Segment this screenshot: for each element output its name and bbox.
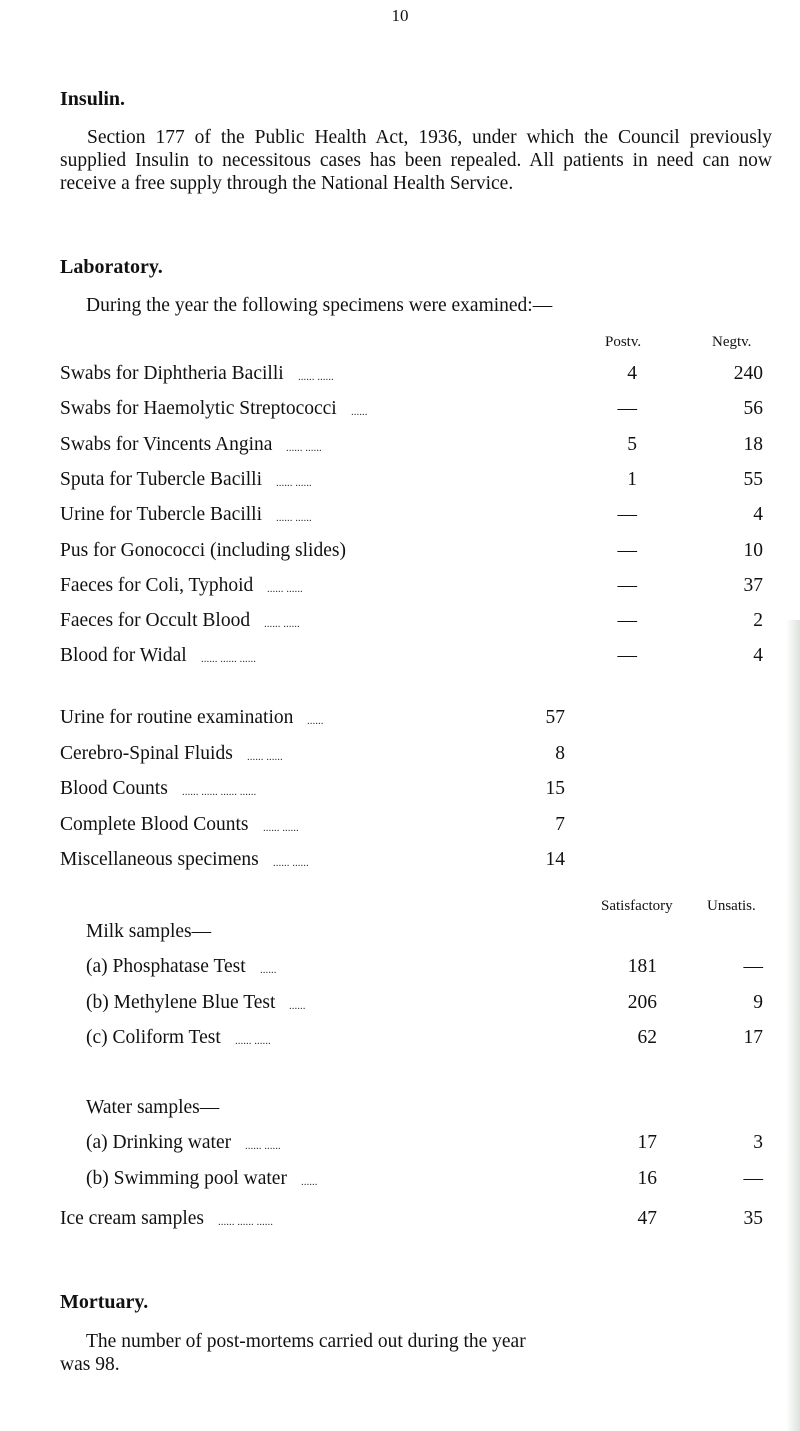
column-header-postv: Postv. [605, 334, 642, 350]
leader-dots: ...... [289, 999, 306, 1012]
ice-cream-row-unsat: 35 [743, 1208, 763, 1229]
leader-dots: ...... ...... [245, 1140, 281, 1152]
column-header-unsatis: Unsatis. [707, 898, 756, 914]
specimen-row-postv: — [617, 539, 637, 561]
specimen-row [60, 363, 780, 387]
insulin-heading: Insulin. [60, 88, 126, 110]
leader-dots: ...... ...... [235, 1035, 271, 1047]
milk-row [86, 1027, 780, 1051]
milk-row-unsat: 17 [743, 1027, 763, 1048]
leader-dots: ...... ...... ...... [218, 1216, 273, 1228]
specimen-row-label: Faeces for Coli, Typhoid [60, 574, 254, 596]
mortuary-heading: Mortuary. [60, 1291, 149, 1313]
routine-row [60, 814, 780, 838]
specimen-row-postv: — [617, 398, 637, 420]
leader-dots: ...... [301, 1175, 318, 1188]
leader-dots: ...... ...... [247, 750, 283, 763]
milk-row-unsat: — [743, 956, 763, 977]
routine-row [60, 849, 780, 873]
page-edge-shadow [786, 620, 800, 1431]
leader-dots: ...... ...... [276, 476, 312, 489]
specimen-row-negtv: 10 [743, 539, 763, 561]
ice-cream-row [60, 1208, 780, 1232]
milk-row-sat: 206 [627, 991, 657, 1013]
leader-dots: ...... ...... ...... ...... [182, 786, 257, 798]
specimen-row-negtv: 2 [753, 610, 763, 632]
leader-dots: ...... ...... [263, 821, 299, 834]
specimen-row-negtv: 18 [743, 433, 763, 455]
specimen-row-negtv: 55 [743, 468, 763, 490]
laboratory-heading: Laboratory. [60, 256, 163, 278]
water-row-label: (a) Drinking water [86, 1132, 232, 1153]
routine-row-label: Cerebro-Spinal Fluids [60, 742, 233, 764]
specimen-row [60, 645, 780, 669]
specimen-row-label: Swabs for Haemolytic Streptococci [60, 398, 337, 420]
milk-samples-heading: Milk samples— [86, 921, 212, 942]
routine-row-label: Complete Blood Counts [60, 813, 249, 835]
specimen-row-label: Swabs for Vincents Angina [60, 433, 273, 455]
ice-cream-row-sat: 47 [637, 1208, 657, 1229]
water-row [86, 1168, 780, 1192]
ice-cream-row-label: Ice cream samples [60, 1208, 205, 1229]
specimen-row-label: Sputa for Tubercle Bacilli [60, 468, 263, 490]
leader-dots: ...... ...... [276, 512, 312, 525]
specimen-row-postv: 1 [627, 468, 637, 490]
leader-dots: ...... [307, 715, 324, 727]
specimen-row-label: Urine for Tubercle Bacilli [60, 504, 262, 526]
milk-row-sat: 62 [637, 1027, 657, 1048]
milk-row [86, 956, 780, 980]
specimen-row-label: Pus for Gonococci (including slides) [60, 539, 346, 561]
water-row-label: (b) Swimming pool water [86, 1167, 287, 1189]
leader-dots: ...... ...... [298, 371, 334, 383]
page-number: 10 [391, 6, 409, 25]
leader-dots: ...... ...... [267, 582, 303, 595]
specimen-row-label: Swabs for Diphtheria Bacilli [60, 363, 284, 384]
routine-row-value: 57 [545, 707, 565, 728]
water-row [86, 1132, 780, 1156]
specimen-row-negtv: 4 [753, 645, 763, 667]
routine-row-label: Miscellaneous specimens [60, 849, 259, 870]
water-row-unsat: — [743, 1167, 763, 1189]
milk-row-label: (c) Coliform Test [86, 1027, 221, 1048]
column-header-satisfactory: Satisfactory [601, 898, 673, 914]
mortuary-line-1: The number of post-mortems carried out during the year [86, 1331, 526, 1352]
routine-row [60, 743, 780, 767]
milk-row-label: (a) Phosphatase Test [86, 956, 246, 977]
specimen-row-postv: — [617, 574, 637, 596]
routine-row-label: Blood Counts [60, 778, 168, 799]
milk-row-label: (b) Methylene Blue Test [86, 991, 276, 1013]
specimen-row-postv: 4 [627, 363, 637, 384]
water-row-sat: 16 [637, 1167, 657, 1189]
specimen-row [60, 540, 780, 564]
leader-dots: ...... ...... [286, 441, 322, 454]
milk-row-sat: 181 [627, 956, 657, 977]
specimen-row-postv: — [617, 610, 637, 632]
specimen-row-negtv: 56 [743, 398, 763, 420]
specimen-row [60, 434, 780, 458]
specimen-row-postv: 5 [627, 433, 637, 455]
column-header-negtv: Negtv. [712, 334, 752, 350]
routine-row-label: Urine for routine examination [60, 707, 294, 728]
water-row-sat: 17 [637, 1132, 657, 1153]
routine-row-value: 14 [545, 849, 565, 870]
routine-row-value: 8 [555, 742, 565, 764]
specimen-row [60, 398, 780, 422]
specimen-row-postv: — [617, 645, 637, 667]
specimen-row-negtv: 240 [733, 363, 763, 384]
routine-row [60, 707, 780, 731]
leader-dots: ...... ...... [273, 857, 309, 869]
specimen-row [60, 469, 780, 493]
laboratory-intro: During the year the following specimens were examined:— [86, 295, 553, 316]
specimen-row [60, 504, 780, 528]
insulin-paragraph-text: Section 177 of the Public Health Act, 1936, under which the Council previously supplied Insulin to necessitous cases has been repealed. All patients in need can now receive a free supply through the National Health Service. [60, 127, 772, 194]
leader-dots: ...... [260, 964, 277, 976]
routine-row [60, 778, 780, 802]
leader-dots: ...... [351, 406, 368, 419]
specimen-row-postv: — [617, 504, 637, 526]
milk-row-unsat: 9 [753, 991, 763, 1013]
routine-row-value: 15 [545, 778, 565, 799]
specimen-row [60, 610, 780, 634]
specimen-row [60, 575, 780, 599]
specimen-row-negtv: 37 [743, 574, 763, 596]
water-samples-heading: Water samples— [86, 1097, 220, 1118]
insulin-paragraph [60, 126, 772, 195]
leader-dots: ...... ...... ...... [201, 653, 256, 666]
milk-row [86, 992, 780, 1016]
routine-row-value: 7 [555, 813, 565, 835]
leader-dots: ...... ...... [264, 618, 300, 631]
mortuary-line-2: was 98. [60, 1354, 120, 1375]
specimen-row-label: Blood for Widal [60, 645, 187, 667]
specimen-row-label: Faeces for Occult Blood [60, 610, 251, 632]
water-row-unsat: 3 [753, 1132, 763, 1153]
specimen-row-negtv: 4 [753, 504, 763, 526]
